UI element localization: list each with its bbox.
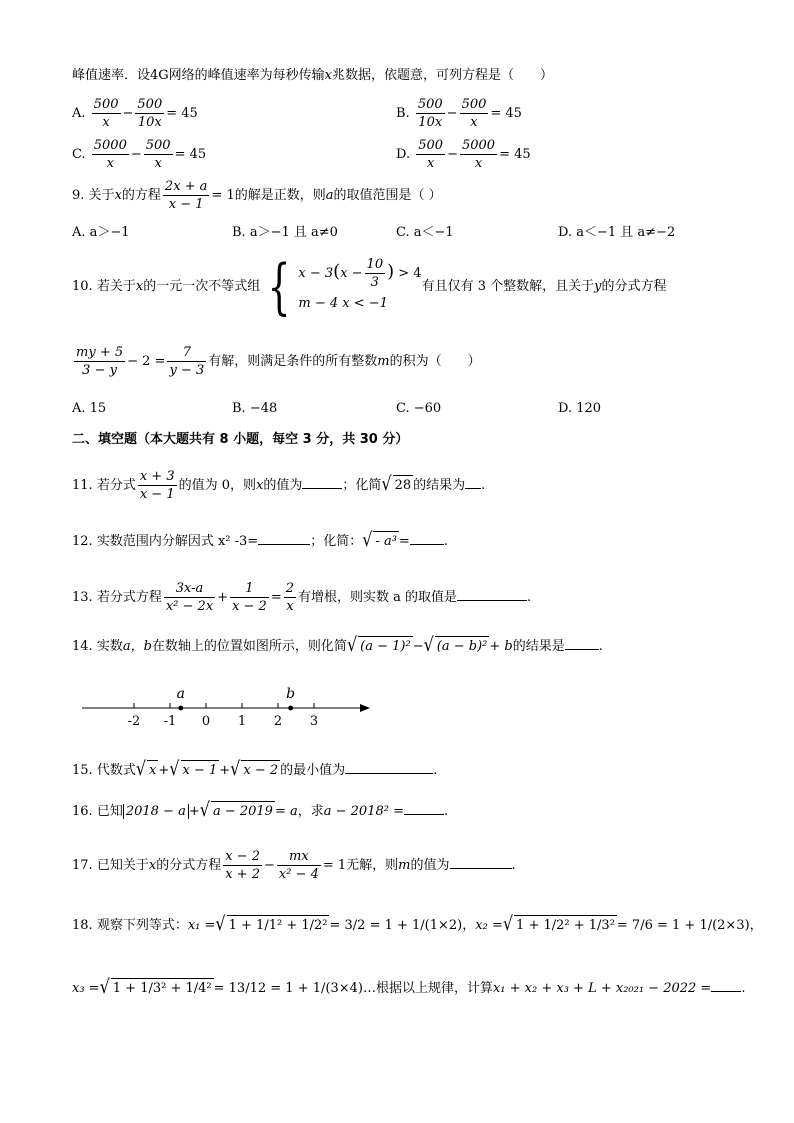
left-brace-icon: { [267,251,291,322]
q15-plus2: + [219,763,231,778]
radical-icon: √ [346,633,358,656]
q17-minus: − [263,858,275,873]
q16-abs: 2018 − a [123,804,189,819]
q17-f2d: x² − 4 [278,867,319,882]
radical-icon: √ [362,528,373,551]
number-line-tick-label: 0 [201,714,211,729]
q9-fd: x − 1 [168,197,204,212]
q14-plusb: + b [489,639,513,654]
q9-var2: a [325,188,334,203]
q8-stem [72,66,553,86]
q17-number: 17. [72,858,93,873]
q9-post2: 的取值范围是（ ） [333,188,442,203]
q13-f3d: x [286,599,294,614]
q10-ineq1c: > 4 [398,266,422,281]
q18-x1-rhs: = 3/2 = 1 + 1/(1×2) [329,918,463,933]
q18-x2-rhs: = 7/6 = 1 + 1/(2×3) [616,918,750,933]
q10-ineq1b: x − [340,266,363,281]
q11-end: . [481,478,486,493]
q8-a-f2d: 10x [137,115,162,130]
q17-f2n: mx [277,848,321,866]
q13-frac1 [164,580,215,615]
number-line-tick-label: -1 [163,714,177,729]
q11-post: 的结果为 [413,478,466,493]
q10-ineq1: x − 3(x − $\frac{10}{3}$ ) > 4 [298,257,422,290]
q17-blank[interactable] [450,854,512,869]
number-line-tick-label: 3 [309,714,319,729]
q10-eq-frac1 [74,344,125,379]
radical-icon: √ [215,912,226,935]
q17-post2: 的值为 [410,858,450,873]
q8-a-rhs: = 45 [166,106,198,121]
q8-option-a[interactable] [72,96,198,131]
q18-number: 18. [72,918,93,933]
q16-blank[interactable] [404,800,444,815]
radical-icon: √ [423,633,434,656]
number-line-point-label-a: a [176,686,185,702]
q15-r2: x − 1 [181,760,220,781]
q17-f1d: x + 2 [225,867,260,882]
q15-r1: x [147,760,158,781]
q18-x1: x₁ = [187,918,216,933]
q8-a-f1n: 500 [93,97,119,112]
q10-mid: 的一元一次不等式组 [143,279,261,294]
q13-f2n: 1 [230,580,269,598]
q12 [72,530,448,552]
q8-option-c[interactable] [72,137,206,172]
q13-post: 有增根，则实数 a 的取值是 [298,590,458,605]
q8-a-f2n: 500 [137,97,163,112]
q13-plus: + [217,590,229,605]
q13-pre: 若分式方程 [96,590,162,605]
q10-stem [72,251,667,322]
q9-frac [163,178,210,213]
q16 [72,800,448,822]
q10-eq-f2d: y − 3 [169,363,205,378]
q10-number: 10. [72,279,93,294]
q8-a-frac1 [92,96,121,131]
q17-var2: m [398,858,411,873]
number-line-tick-label: 2 [273,714,283,729]
radical-icon: √ [99,975,110,998]
q11-frac [138,468,177,503]
q16-eq: = a [274,804,298,819]
radical-icon: √ [135,757,147,780]
q11-rad: 28 [393,475,414,496]
q8-d-op: − [447,147,458,162]
q13-f1n: 3x-a [164,580,215,598]
q10-eq-frac2 [167,344,206,379]
q17-frac1 [223,848,262,883]
q17-post: = 1无解，则 [322,858,399,873]
q9-option-d[interactable]: D. a＜−1 且 a≠−2 [558,225,676,240]
q8-d-frac2 [460,137,497,172]
q10-ineq1a: x − 3 [298,266,334,281]
q9-pre: 关于 [88,188,115,203]
q15-plus1: + [158,763,170,778]
q15 [72,759,437,781]
q8-stem2-text: 兆数据，依题意，可列方程是（ ） [332,68,554,83]
q9-option-a[interactable]: A. a＞−1 [72,225,130,240]
number-line-point-a [178,706,183,711]
q8-a-f1d: x [102,115,110,130]
q15-blank[interactable] [345,759,433,774]
q14-rad2: (a − b)² [435,636,490,657]
q8-option-b[interactable] [396,96,522,131]
radical-icon: √ [230,757,241,780]
q8-c-op: − [130,147,142,162]
q17-mid: 的分式方程 [156,858,222,873]
q14-minus: − [412,639,424,654]
q15-end: . [433,763,438,778]
q10-option-c[interactable]: C. −60 [396,401,442,416]
radical-icon: √ [502,912,514,935]
q13-blank[interactable] [457,586,527,601]
number-line-point-b [288,706,293,711]
q12-number: 12. [72,534,93,549]
section-title: 二、填空题（本大题共有 8 小题，每空 3 分，共 30 分） [72,432,409,447]
arrow-right-icon [360,704,370,712]
q18-line2 [72,977,745,999]
q16-number: 16. [72,804,93,819]
q18-x1-in: 1 + 1/1² + 1/2² [227,915,330,936]
q8-b-label: B. [396,106,410,121]
q17-f1n: x − 2 [225,849,260,864]
radical-icon: √ [169,757,180,780]
q10-ineq1-frac [365,256,386,291]
q13-frac2 [230,580,269,615]
q18-blank[interactable] [711,977,741,992]
q11-blank-1[interactable] [302,474,342,489]
q12-blank-1[interactable] [258,530,310,545]
q18-sum: x₁ + x₂ + x₃ + L + x₂₀₂₁ − 2022 = [492,981,712,996]
q18-post: …根据以上规律，计算 [362,981,493,996]
q8-c-label: C. [72,147,86,162]
q14-end: . [598,639,603,654]
q10-eq-post: 有解，则满足条件的所有整数 [208,354,378,369]
q14-post: 的结果是 [512,639,565,654]
q13-f1d: x² − 2x [165,599,214,614]
q9-stem [72,178,442,213]
q8-a-frac2 [135,96,164,131]
number-line-tick-label: -2 [127,714,141,729]
q8-a-label: A. [72,106,86,121]
q10-ineq1fd: 3 [370,275,379,290]
q14-pre: 实数 [96,639,123,654]
q10-option-a[interactable]: A. 15 [72,401,107,416]
q10-post: 有且仅有 3 个整数解，且关于 [421,279,595,294]
q14 [72,635,603,657]
q13-f2d: x − 2 [232,599,267,614]
q9-option-b[interactable]: B. a＞−1 且 a≠0 [232,225,338,240]
q12-blank-2[interactable] [410,530,444,545]
q10-option-d[interactable]: D. 120 [558,401,602,416]
q9-rhs: = 1 [211,188,235,203]
q10-eq-mid: − 2 = [127,354,166,369]
q13 [72,580,531,615]
q14-rad1: (a − 1)² [358,636,413,657]
q10-ineq1fn: 10 [366,257,384,272]
q13-eq: = [270,590,282,605]
q8-b-frac2 [460,96,489,131]
q18-x3-in: 1 + 1/3² + 1/4² [111,978,214,999]
q10-post2: 的分式方程 [601,279,667,294]
q11-mid2: 的值为 [263,478,303,493]
q8-b-f1n: 500 [417,97,443,112]
number-line-point-label-b: b [286,686,296,702]
q8-b-frac1 [416,96,445,131]
q10-option-b[interactable]: B. −48 [232,401,278,416]
q8-d-f1n: 500 [418,138,444,153]
q16-pre: 已知 [96,804,123,819]
q12-pre: 实数范围内分解因式 x² -3= [96,534,259,549]
q9-option-c[interactable]: C. a＜−1 [396,225,454,240]
q15-pre: 代数式 [96,763,136,778]
q14-number: 14. [72,639,93,654]
q8-d-f2n: 5000 [461,138,496,153]
q8-c-f2n: 500 [145,138,171,153]
q10-system [298,256,421,317]
q8-b-f2d: x [470,115,478,130]
q13-f3n: 2 [285,581,295,596]
q8-c-f2d: x [154,156,162,171]
q12-mid: ；化简： [310,534,363,549]
q10-equation [72,344,481,379]
q11-fn: x + 3 [139,469,175,484]
q16-mid: ，求 [297,804,324,819]
q8-d-f2d: x [474,156,483,171]
q8-option-d[interactable] [396,137,531,172]
q12-eq: = [398,534,410,549]
q18-x3-rhs: = 13/12 = 1 + 1/(3×4) [213,981,363,996]
q9-mid: 的方程 [121,188,161,203]
q12-end: . [443,534,448,549]
q18-x2-in: 1 + 1/2² + 1/3² [514,915,617,936]
q17-end: . [511,858,516,873]
q11 [72,468,485,503]
q8-d-frac1 [416,137,445,172]
q10-eq-post2: 的积为（ ） [389,354,481,369]
q15-number: 15. [72,763,93,778]
q8-c-rhs: = 45 [174,147,207,162]
q8-c-frac2 [144,137,173,172]
q8-b-f2n: 500 [461,97,487,112]
q10-var2: y [594,279,602,294]
q8-b-f1d: 10x [418,115,443,130]
radical-icon: √ [199,798,210,821]
q11-mid: 的值为 0，则 [178,478,257,493]
q8-var: x [324,68,332,83]
q15-post: 的最小值为 [280,763,346,778]
q10-pre: 若关于 [96,279,136,294]
q18-x3: x₃ = [72,981,100,996]
q14-blank[interactable] [565,635,599,650]
q18-line1: 18. 观察下列等式：x₁ =√ 1 + 1/1² + 1/2² = 3/2 = 1 + 1/(1×2)，x₂ =√ 1 + 1/2² + 1/3² = 7/6 = 1 + 1/(2×3)， [72,912,763,935]
q8-c-f1d: x [106,156,114,171]
q11-mid3: ；化简 [342,478,382,493]
q17 [72,848,516,883]
q10-eq-f2n: 7 [167,344,206,362]
q15-r3: x − 2 [241,760,280,781]
q10-var: x [135,279,144,294]
q16-expr: a − 2018² = [323,804,404,819]
radical-icon: √ [381,472,392,495]
q10-eq-f1n: my + 5 [76,345,124,360]
number-line [80,680,380,736]
q9-var: x [114,188,122,203]
q8-b-rhs: = 45 [490,106,522,121]
q16-end: . [443,804,449,819]
q10-eq-f1d: 3 − y [82,363,117,378]
q8-a-op: − [122,106,134,121]
q8-b-op: − [446,106,458,121]
q11-blank-2[interactable] [465,474,481,489]
q10-ineq2: m − 4 x < −1 [298,296,388,311]
q13-end: . [527,590,532,605]
q18-pre: 观察下列等式： [96,918,188,933]
q8-d-rhs: = 45 [499,147,531,162]
q14-var: a，b [122,639,152,654]
q8-d-f1d: x [426,156,435,171]
q9-number: 9. [72,188,85,203]
q17-var: x [148,858,157,873]
q11-var: x [256,478,264,493]
q17-frac2 [277,848,321,883]
number-line-tick-label: 1 [237,714,247,729]
q17-pre: 已知关于 [96,858,149,873]
q9-fn: 2x + a [164,179,208,194]
q9-post: 的解是正数，则 [234,188,326,203]
q11-fd: x − 1 [139,487,175,502]
q18-end: . [741,981,746,996]
q18-x2: x₂ = [475,918,503,933]
q16-plus: + [188,804,200,819]
q10-var3: m [377,354,390,369]
q12-rad: - a³ [373,531,399,552]
q11-number: 11. [72,478,93,493]
q13-number: 13. [72,590,93,605]
q13-frac3 [284,580,296,615]
q14-mid: 在数轴上的位置如图所示，则化简 [151,639,347,654]
q8-c-f1n: 5000 [93,138,127,153]
q8-c-frac1 [92,137,129,172]
q8-d-label: D. [396,147,411,162]
q8-stem-text: 峰值速率．设4G网络的峰值速率为每秒传输 [72,68,325,83]
q16-rad: a − 2019 [211,801,275,822]
q11-pre: 若分式 [96,478,136,493]
